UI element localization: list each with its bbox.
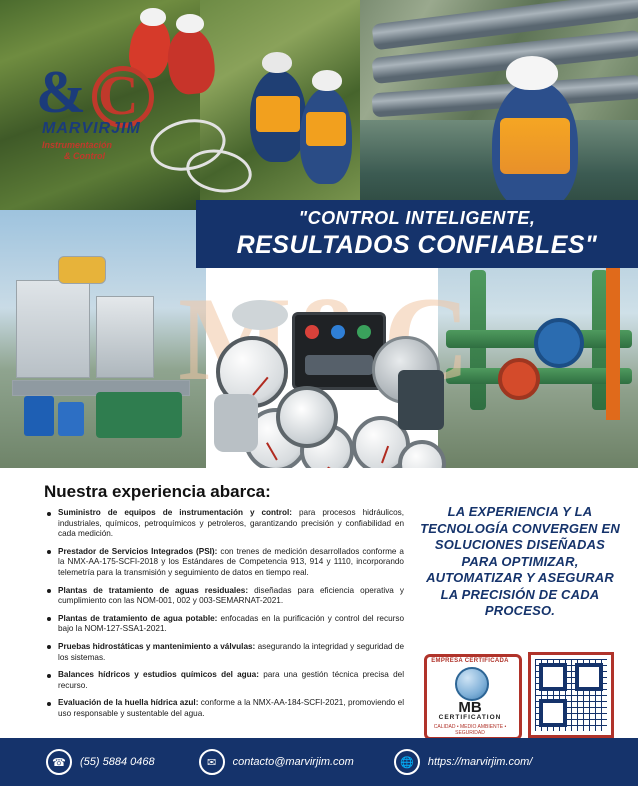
certification-badge — [424, 654, 516, 734]
globe-icon: 🌐 — [394, 749, 420, 775]
panel-display — [305, 355, 373, 375]
instrument-panel — [292, 312, 386, 390]
company-logo — [36, 58, 168, 168]
logo-subtitle-2: & Control — [64, 151, 105, 161]
qr-code[interactable] — [528, 652, 614, 738]
footer-website[interactable] — [394, 749, 533, 775]
equipment-shape — [96, 392, 182, 438]
transmitter-shape — [214, 394, 258, 452]
gauge-needle — [266, 442, 278, 460]
logo-ampersand: & — [36, 59, 84, 125]
indicator-light — [331, 325, 345, 339]
tank-shape — [16, 280, 90, 378]
footer-website-text: https://marvirjim.com/ — [427, 756, 533, 768]
list-item — [58, 508, 404, 540]
list-item-lead: Plantas de tratamiento de aguas residuales: — [58, 585, 249, 595]
badge-bottom-text: CALIDAD • MEDIO AMBIENTE • SEGURIDAD — [433, 724, 507, 736]
safety-vest-shape — [500, 118, 570, 174]
phone-icon: ☎ — [46, 749, 72, 775]
indicator-light — [357, 325, 371, 339]
list-item-lead: Suministro de equipos de instrumentación y control: — [58, 508, 292, 517]
logo-company-name: MARVIRJIM — [42, 120, 141, 137]
qr-finder-icon — [539, 663, 567, 691]
tank-shape — [96, 296, 154, 378]
list-item-lead: Balances hídricos y estudios químicos del agua: — [58, 670, 259, 680]
equipment-shape — [58, 402, 84, 436]
footer-phone[interactable] — [46, 749, 155, 775]
tank-shape — [58, 256, 106, 284]
footer-phone-text: (55) 5884 0468 — [80, 756, 155, 768]
list-item — [58, 586, 404, 607]
gauge-needle — [252, 377, 268, 396]
safety-vest-shape — [306, 112, 346, 146]
orange-pipe-shape — [606, 250, 620, 420]
list-item — [58, 547, 404, 579]
list-item-text: enfocadas en la purificación y control del recurso bajo la NOM-127-SSA1-2021. — [58, 613, 404, 634]
helmet-shape — [176, 14, 204, 33]
envelope-icon: ✉ — [199, 749, 225, 775]
badge-top-text: EMPRESA CERTIFICADA — [431, 658, 509, 664]
flow-meter-shape — [398, 370, 444, 430]
list-item-text: para procesos hidráulicos, industriales, químicos, petroquímicos y petroleros, garantizando precisión y confiabilidad en cada medición. — [58, 508, 404, 539]
list-item-text: asegurando la integridad y seguridad de los sistemas. — [58, 641, 405, 662]
tagline-text: LA EXPERIENCIA Y LA TECNOLOGÍA CONVERGEN EN SOLUCIONES DISEÑADAS PARA OPTIMIZAR, AUTOMATIZAR Y ASEGURAR LA PRECISIÓN DE CADA PROCESO. — [420, 504, 620, 618]
water-meter — [276, 386, 338, 448]
list-item — [58, 642, 404, 663]
helmet-shape — [262, 52, 292, 73]
footer-email-text: contacto@marvirjim.com — [232, 756, 354, 768]
helmet-shape — [506, 56, 558, 90]
safety-vest-shape — [256, 96, 300, 132]
list-item-lead: Evaluación de la huella hídrica azul: — [58, 698, 199, 708]
logo-letter-c: C — [98, 65, 139, 127]
indicator-light — [305, 325, 319, 339]
badge-certification-label: CERTIFICATION — [438, 714, 502, 721]
list-item-text: con trenes de medición desarrollados conforme a la NMX-AA-175-SCFI-2018 y los Estándares de Competencia 913, 914 y 1110, incorporando telemetría para la transmisión y seguimiento de datos en tiempo real. — [58, 546, 404, 577]
valve-shape — [498, 358, 540, 400]
list-item — [58, 614, 404, 635]
gauge-needle — [381, 446, 389, 464]
list-item — [58, 670, 404, 691]
experience-title: Nuestra experiencia abarca: — [44, 482, 271, 501]
list-item-lead: Pruebas hidrostáticas y mantenimiento a válvulas: — [58, 641, 256, 651]
globe-icon — [455, 667, 489, 701]
badge-mb-text: MB — [458, 699, 482, 716]
content-section — [0, 468, 638, 738]
list-item-text: diseñadas para eficiencia operativa y cumplimiento con las NOM-001, 002 y 003-SEMARNAT-2021. — [58, 585, 404, 606]
helmet-shape — [312, 70, 342, 91]
equipment-shape — [24, 396, 54, 436]
list-item-lead: Plantas de tratamiento de agua potable: — [58, 613, 218, 623]
list-item — [58, 698, 404, 719]
qr-finder-icon — [539, 699, 567, 727]
qr-finder-icon — [575, 663, 603, 691]
spacer — [232, 300, 288, 330]
list-item-text: conforme a la NMX-AA-184-SCFI-2021, promoviendo el uso responsable y sustentable del agua. — [58, 698, 405, 718]
slogan-line-2: RESULTADOS CONFIABLES" — [236, 231, 598, 259]
footer-bar — [0, 738, 638, 786]
slogan-line-1: "CONTROL INTELIGENTE, — [298, 208, 536, 228]
experience-list — [44, 508, 404, 727]
valve-shape — [534, 318, 584, 368]
slogan-banner — [196, 200, 638, 268]
footer-email[interactable] — [199, 749, 354, 775]
helmet-shape — [140, 8, 166, 26]
list-item-text: para una gestión técnica precisa del recurso. — [58, 670, 405, 690]
logo-subtitle-1: Instrumentación — [42, 140, 113, 150]
list-item-lead: Prestador de Servicios Integrados (PSI): — [58, 546, 218, 556]
